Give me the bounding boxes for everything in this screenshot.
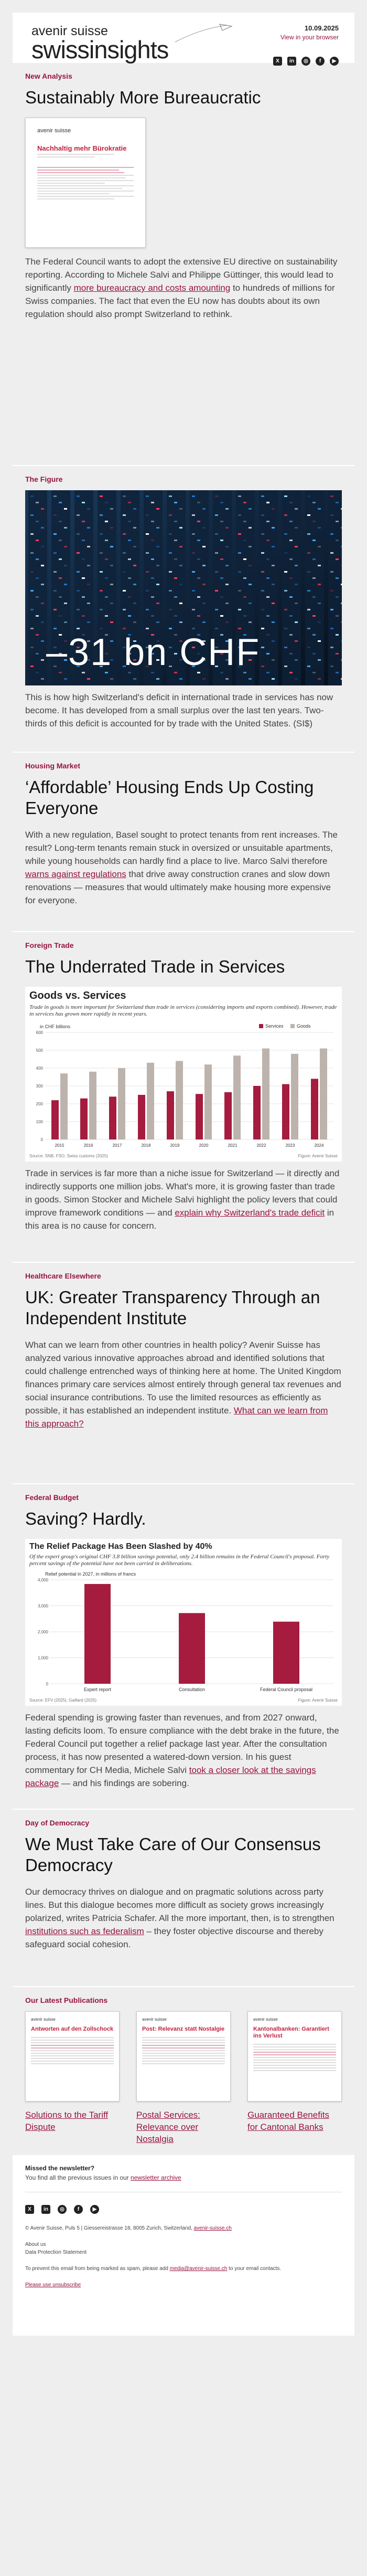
bar-goods [118, 1068, 125, 1139]
bar-goods [320, 1049, 327, 1139]
section-kicker: Housing Market [25, 762, 81, 770]
section-body: What can we learn from other countries in health policy? Avenir Suisse has analyzed various innovative approaches abroad and identified solutions that could challenge entrenched ways of thinking here at home. The United Kingdom finances primary care services almost entirely through general tax revenues and social insurance contributions. To use the limited resources as efficiently as possible, it has established an independent institute. What can we learn from this approach? [25, 1340, 341, 1429]
y-tick-label: 2,000 [37, 1630, 48, 1634]
bar-services [282, 1084, 289, 1139]
x-tick-label: 2021 [228, 1143, 238, 1148]
legend-swatch [259, 1024, 263, 1028]
section-title[interactable]: Saving? Hardly. [25, 1509, 146, 1528]
cover-logo: avenir suisse [37, 128, 71, 134]
y-tick-label: 4,000 [37, 1578, 48, 1582]
section-kicker: Our Latest Publications [25, 1996, 108, 2004]
section-title[interactable]: We Must Take Care of Our Consensus Democracy [25, 1834, 321, 1875]
publication-link[interactable]: Guaranteed Benefits for Cantonal Banks [247, 2110, 329, 2132]
privacy-link[interactable]: Data Protection Statement [25, 2250, 87, 2255]
social-icons [273, 57, 339, 66]
bar-services [311, 1079, 318, 1139]
publication-item[interactable] [25, 2011, 120, 2145]
section-housing [13, 753, 354, 931]
logo-main[interactable]: swissinsights [31, 36, 169, 64]
y-tick-label: 600 [36, 1030, 43, 1035]
bar-goods [176, 1061, 183, 1139]
section-body: With a new regulation, Basel sought to protect tenants from rent increases. The result? Long-term tenants remain stuck in oversized or unsuitable apartments, while young households can hardly find a place to live. Marco Salvi therefore warns against regulations that drive away construction cranes and slow down renovations — measures that would ultimately make housing more expensive for everyone. [25, 830, 338, 905]
chart-svg [29, 1569, 338, 1695]
unsubscribe-link[interactable]: Please use unsubscribe [25, 2282, 81, 2288]
youtube-icon[interactable]: ▶ [330, 57, 339, 66]
spam-note: To prevent this email from being marked as spam, please add media@avenir-suisse.ch to your email contacts. [25, 2266, 282, 2272]
x-tick-label: 2022 [256, 1143, 266, 1148]
bar-services [138, 1095, 145, 1139]
about-link[interactable]: About us [25, 2242, 46, 2247]
article-link[interactable]: What can we learn from this approach? [25, 1406, 328, 1429]
x-tick-label: 2020 [199, 1143, 209, 1148]
x-tick-label: 2019 [170, 1143, 180, 1148]
section-body: The Federal Council wants to adopt the extensive EU directive on sustainability reporting. According to Michele Salvi and Philippe Güttinger, this would lead to significantly more bureaucracy and costs amounting to hundreds of millions for Swiss companies. The fact that even the EU now has doubts about its own regulation should also prompt Switzerland to rethink. [25, 257, 338, 319]
x-tick-label: Federal Council proposal [260, 1687, 313, 1692]
bar-services [109, 1096, 116, 1139]
publication-link[interactable]: Solutions to the Tariff Dispute [25, 2110, 109, 2132]
section-kicker: New Analysis [25, 72, 72, 80]
y-tick-label: 400 [36, 1066, 43, 1071]
y-tick-label: 0 [46, 1682, 48, 1686]
section-title[interactable]: ‘Affordable’ Housing Ends Up Costing Everyone [25, 777, 314, 818]
cover-title: Nachhaltig mehr Bürokratie [37, 144, 127, 152]
archive-link[interactable]: newsletter archive [131, 2174, 181, 2181]
section-kicker: The Figure [25, 475, 63, 483]
email-link[interactable]: media@avenir-suisse.ch [169, 2266, 228, 2272]
x-icon[interactable]: X [273, 57, 282, 66]
section-healthcare [13, 1263, 354, 1483]
youtube-icon[interactable]: ▶ [90, 2205, 99, 2214]
bar-goods [60, 1073, 68, 1139]
publication-item[interactable] [136, 2011, 231, 2145]
cover-title: Post: Relevanz statt Nostalgie [142, 2026, 225, 2032]
chart-svg [29, 1020, 338, 1151]
bar-services [167, 1091, 174, 1139]
y-tick-label: 300 [36, 1084, 43, 1089]
footer-social-icons [25, 2205, 342, 2214]
x-tick-label: 2023 [285, 1143, 295, 1148]
y-tick-label: 3,000 [37, 1603, 48, 1609]
cover-logo: avenir suisse [142, 2017, 167, 2022]
chart-title: The Relief Package Has Been Slashed by 40% [29, 1542, 212, 1551]
section-body: Federal spending is growing faster than revenues, and from 2027 onward, lasting deficits loom. To ensure compliance with the debt brake in the future, the Federal Council put together a relief package last year. After the consultation process, it has now presented a watered-down version. In his guest commentary for CH Media, Michele Salvi took a closer look at the savings package — and his findings are sobering. [25, 1713, 339, 1788]
missed-text: You find all the previous issues in our newsletter archive [25, 2174, 181, 2181]
section-figure [13, 466, 354, 752]
bar-goods [262, 1049, 269, 1139]
bar-relief-potential [179, 1613, 205, 1684]
facebook-icon[interactable]: f [316, 57, 325, 66]
bar-services [51, 1100, 59, 1139]
section-title[interactable]: The Underrated Trade in Services [25, 957, 285, 976]
x-tick-label: 2017 [112, 1143, 122, 1148]
article-link[interactable]: more bureaucracy and costs amounting [73, 283, 231, 293]
bar-goods [204, 1064, 212, 1139]
linkedin-icon[interactable]: in [41, 2205, 50, 2214]
bar-services [196, 1094, 203, 1139]
y-tick-label: 100 [36, 1120, 43, 1124]
chart-subtitle: Trade in goods is more important for Switzerland than trade in services (considering imports and exports combined). However, trade in services has grown more rapidly in recent years. [29, 1004, 337, 1017]
figure-number: –31 bn CHF [46, 631, 261, 673]
bar-goods [291, 1054, 298, 1139]
x-tick-label: 2018 [141, 1143, 151, 1148]
section-kicker: Healthcare Elsewhere [25, 1272, 101, 1280]
bar-goods [89, 1072, 96, 1139]
y-tick-label: 0 [40, 1137, 43, 1142]
chart-goods-services [25, 987, 342, 1162]
cover-logo: avenir suisse [253, 2017, 278, 2022]
chart-source: Source: SNB, FSO, Swiss customs (2025) [29, 1154, 108, 1158]
section-kicker: Day of Democracy [25, 1819, 90, 1827]
bar-services [80, 1099, 88, 1139]
section-kicker: Federal Budget [25, 1493, 79, 1502]
section-body: Trade in services is far more than a niche issue for Switzerland — it directly and indirectly supports one million jobs. What's more, it is growing faster than trade in goods. Simon Stocker and Michele Salvi highlight the policy levers that could improve framework conditions — and explain why Switzerland's trade deficit in this area is no cause for concern. [25, 1168, 340, 1231]
section-democracy [13, 1810, 354, 1986]
section-body: Our democracy thrives on dialogue and on pragmatic solutions across party lines. But this dialogue becomes more difficult as society grows increasingly polarized, writes Patricia Schafer. All the more important, then, is to strengthen institutions such as federalism – they foster objective discourse and thereby safeguard social cohesion. [25, 1887, 334, 1949]
section-title[interactable]: UK: Greater Transparency Through an Independent Institute [25, 1287, 320, 1328]
section-federal-budget [13, 1484, 354, 1809]
x-tick-label: 2016 [83, 1143, 93, 1148]
chart-subtitle: Of the expert group's original CHF 3.8 billion savings potential, only 2.4 billion remains in the Federal Council's proposal. Forty percent savings of the potential have not been carried in deliberations. [29, 1554, 330, 1567]
publication-cover[interactable] [25, 118, 146, 248]
logo-top: avenir suisse [31, 24, 108, 38]
bar-services [253, 1086, 261, 1139]
section-foreign-trade [13, 932, 354, 1262]
figure-image [25, 490, 342, 685]
chart-relief-package [25, 1539, 342, 1706]
bar-goods [233, 1055, 241, 1139]
publication-cover[interactable] [25, 2011, 120, 2102]
publication-item[interactable] [247, 2011, 342, 2145]
y-tick-label: 500 [36, 1048, 43, 1053]
chart-credit: Figure: Avenir Suisse [298, 1154, 338, 1158]
missed-title: Missed the newsletter? [25, 2165, 95, 2172]
paper-plane-icon [170, 23, 233, 44]
y-tick-label: 1,000 [37, 1655, 48, 1661]
y-tick-label: 200 [36, 1102, 43, 1106]
chart-credit: Figure: Avenir Suisse [298, 1698, 338, 1703]
legend-label: Goods [297, 1023, 311, 1029]
article-link[interactable]: explain why Switzerland's trade deficit [175, 1208, 325, 1218]
publication-list [25, 2011, 342, 2145]
newsletter-header [13, 13, 354, 63]
section-new-analysis [13, 63, 354, 465]
linkedin-icon[interactable]: in [287, 57, 296, 66]
article-link[interactable]: institutions such as federalism [25, 1926, 144, 1936]
issue-date: 10.09.2025 [304, 24, 339, 32]
footer [13, 2155, 354, 2336]
x-tick-label: Expert report [83, 1687, 112, 1692]
cover-title: Antworten auf den Zollschock [31, 2026, 114, 2032]
legend-swatch [290, 1024, 295, 1028]
legend-label: Services [265, 1023, 284, 1029]
publication-cover[interactable] [247, 2011, 342, 2102]
website-link[interactable]: avenir-suisse.ch [193, 2225, 232, 2231]
chart-title: Goods vs. Services [29, 990, 126, 1001]
facebook-icon[interactable]: f [74, 2205, 83, 2214]
chart-source: Source: EFV (2025), Gaillard (2025) [29, 1698, 97, 1703]
cover-title: Kantonalbanken: Garantiert ins Verlust [253, 2026, 329, 2039]
x-tick-label: 2024 [314, 1143, 324, 1148]
section-title[interactable]: Sustainably More Bureaucratic [25, 88, 261, 107]
section-body: This is how high Switzerland's deficit in international trade in services has now become. It has developed from a small surplus over the last ten years. Two-thirds of this deficit is accounted for by trade with the United States. (SI$) [25, 692, 333, 729]
article-link[interactable]: warns against regulations [25, 869, 126, 879]
section-kicker: Foreign Trade [25, 941, 74, 949]
instagram-icon[interactable]: ◎ [58, 2205, 67, 2214]
bar-goods [147, 1063, 154, 1139]
y-axis-label: Relief potential in 2027, in millions of francs [45, 1571, 136, 1577]
section-publications [13, 1987, 354, 2155]
bar-services [224, 1092, 232, 1139]
footer-address: © Avenir Suisse, Puls 5 | Giessereistrasse 18, 8005 Zurich, Switzerland, avenir-suisse.ch [25, 2225, 232, 2231]
x-tick-label: 2015 [55, 1143, 64, 1148]
bar-relief-potential [84, 1584, 111, 1684]
bar-relief-potential [273, 1622, 299, 1684]
article-link[interactable]: took a closer look at the savings package [25, 1765, 316, 1788]
x-tick-label: Consultation [178, 1687, 206, 1692]
publication-cover[interactable] [136, 2011, 231, 2102]
instagram-icon[interactable]: ◎ [301, 57, 310, 66]
view-in-browser-link[interactable]: View in your browser [280, 34, 339, 41]
publication-link[interactable]: Postal Services: Relevance over Nostalgia [136, 2110, 200, 2144]
cover-logo: avenir suisse [31, 2017, 56, 2022]
x-icon[interactable]: X [25, 2205, 34, 2214]
y-axis-label: in CHF billions [40, 1024, 71, 1029]
